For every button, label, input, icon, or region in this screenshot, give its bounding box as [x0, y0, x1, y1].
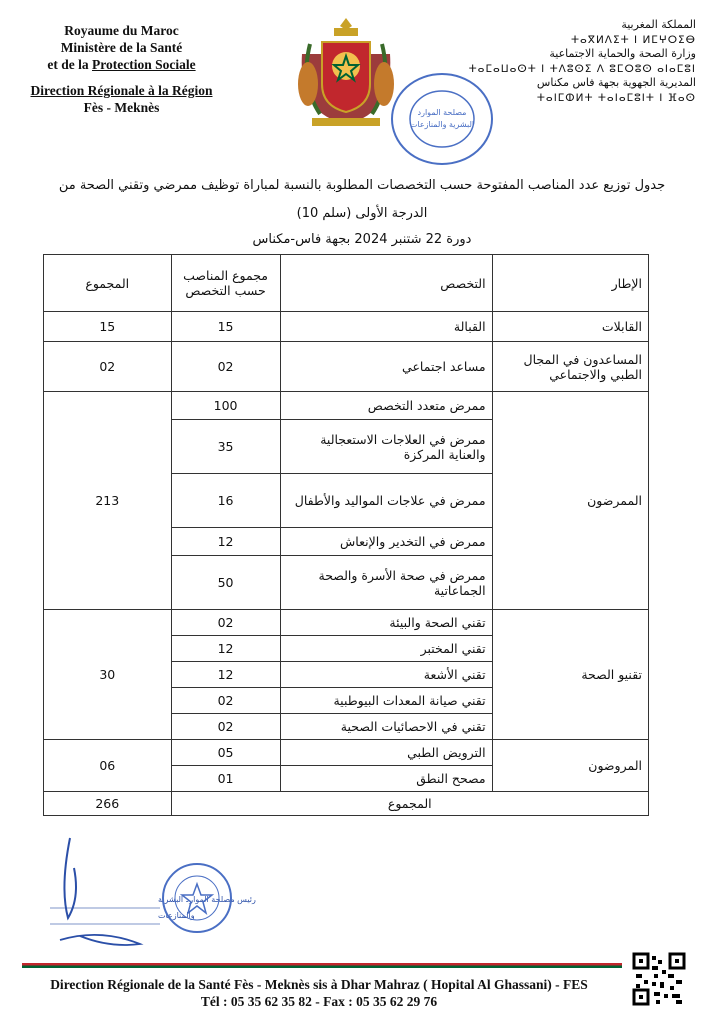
positions-table [43, 254, 649, 816]
kingdom-label-tifinagh: ⵜⴰⴳⵍⴷⵉⵜ ⵏ ⵍⵎⵖⵔⵉⴱ [570, 33, 696, 46]
header-cadre: الإطار [492, 255, 648, 312]
posts-cell: 12 [171, 636, 280, 662]
region-label: Fès - Meknès [83, 100, 160, 115]
specialty-cell: ممرض في علاجات المواليد والأطفال [280, 474, 492, 528]
header-posts: مجموع المناصب حسب التخصص [171, 255, 280, 312]
table-row [44, 740, 649, 766]
specialty-cell: ممرض في العلاجات الاستعجالية والعناية المركزة [280, 420, 492, 474]
footer [14, 976, 624, 1010]
ministry-label-ar: وزارة الصحة والحماية الاجتماعية [549, 47, 696, 60]
footer-address: Direction Régionale de la Santé Fès - Meknès sis à Dhar Mahraz ( Hopital Al Ghassani) - FES [50, 977, 588, 992]
grand-total-value: 266 [44, 792, 172, 816]
specialty-cell: الترويض الطبي [280, 740, 492, 766]
cadre-cell: القابلات [492, 312, 648, 342]
specialty-cell: ممرض في صحة الأسرة والصحة الجماعاتية [280, 556, 492, 610]
posts-cell: 01 [171, 766, 280, 792]
qr-code [632, 952, 686, 1006]
document-title-line-1: جدول توزيع عدد المناصب المفتوحة حسب التخصصات المطلوبة بالنسبة لمباراة توظيف ممرضي وتقني الصحة من [58, 178, 666, 193]
regional-direction-stamp [158, 860, 236, 936]
specialty-cell: مصحح النطق [280, 766, 492, 792]
specialty-cell: ممرض في التخدير والإنعاش [280, 528, 492, 556]
svg-text:والمنازعات: والمنازعات [158, 911, 195, 920]
posts-cell: 02 [171, 714, 280, 740]
direction-label: Direction Régionale à la Région [30, 83, 213, 98]
header-left [14, 22, 229, 116]
table-body [44, 312, 649, 792]
ministry-label: Ministère de la Santé [60, 40, 183, 55]
document-title-line-3: دورة 22 شتنبر 2024 بجهة فاس-مكناس [252, 232, 472, 247]
coat-of-arms-emblem [290, 14, 402, 130]
grand-total-row [44, 792, 649, 816]
table-row [44, 392, 649, 420]
specialty-cell: تقني المختبر [280, 636, 492, 662]
group-total-cell: 15 [44, 312, 172, 342]
kingdom-label-ar: المملكة المغربية [621, 18, 696, 31]
posts-cell: 35 [171, 420, 280, 474]
table-row [44, 312, 649, 342]
footer-contact: Tél : 05 35 62 35 82 - Fax : 05 35 62 29 76 [200, 994, 438, 1009]
table-row [44, 610, 649, 636]
direction-label-tifinagh: ⵜⴰⵏⵎⵀⵍⵜ ⵜⴰⵏⴰⵎⵓⵏⵜ ⵏ ⴼⴰⵙ [536, 91, 696, 104]
kingdom-label: Royaume du Maroc [64, 23, 179, 38]
cadre-cell: المساعدون في المجال الطبي والاجتماعي [492, 342, 648, 392]
posts-cell: 100 [171, 392, 280, 420]
group-total-cell: 213 [44, 392, 172, 610]
cadre-cell: تقنيو الصحة [492, 610, 648, 740]
group-total-cell: 06 [44, 740, 172, 792]
group-total-cell: 30 [44, 610, 172, 740]
header-total: المجموع [44, 255, 172, 312]
posts-cell: 02 [171, 688, 280, 714]
cadre-cell: الممرضون [492, 392, 648, 610]
specialty-cell: ممرض متعدد التخصص [280, 392, 492, 420]
ministry-label-2: et de la Protection Sociale [47, 57, 196, 72]
table-header-row [44, 255, 649, 312]
cadre-cell: المروضون [492, 740, 648, 792]
ministry-label-tifinagh: ⵜⴰⵎⴰⵡⴰⵙⵜ ⵏ ⵜⴷⵓⵙⵉ ⴷ ⵓⵎⵔⵓⵙ ⴰⵏⴰⵎⵓⵏ [468, 62, 696, 75]
signature-stamp [40, 828, 256, 968]
posts-cell: 05 [171, 740, 280, 766]
document-title-line-2: الدرجة الأولى (سلم 10) [296, 206, 428, 221]
footer-divider [22, 963, 622, 968]
posts-cell: 12 [171, 528, 280, 556]
posts-cell: 16 [171, 474, 280, 528]
svg-text:البشرية والمنازعات: البشرية والمنازعات [409, 120, 475, 129]
svg-text:رئيس مصلحة الموارد البشرية: رئيس مصلحة الموارد البشرية [158, 895, 256, 904]
posts-cell: 02 [171, 342, 280, 392]
posts-cell: 12 [171, 662, 280, 688]
header-right [464, 18, 696, 105]
specialty-cell: القبالة [280, 312, 492, 342]
group-total-cell: 02 [44, 342, 172, 392]
svg-text:مصلحة الموارد: مصلحة الموارد [417, 108, 467, 117]
header-specialty: التخصص [280, 255, 492, 312]
specialty-cell: تقني صيانة المعدات البيوطبية [280, 688, 492, 714]
specialty-cell: مساعد اجتماعي [280, 342, 492, 392]
grand-total-label: المجموع [171, 792, 648, 816]
table-row [44, 342, 649, 392]
specialty-cell: تقني الصحة والبيئة [280, 610, 492, 636]
specialty-cell: تقني في الاحصائيات الصحية [280, 714, 492, 740]
direction-label-ar: المديرية الجهوية بجهة فاس مكناس [536, 76, 696, 89]
posts-cell: 15 [171, 312, 280, 342]
specialty-cell: تقني الأشعة [280, 662, 492, 688]
posts-cell: 50 [171, 556, 280, 610]
posts-cell: 02 [171, 610, 280, 636]
